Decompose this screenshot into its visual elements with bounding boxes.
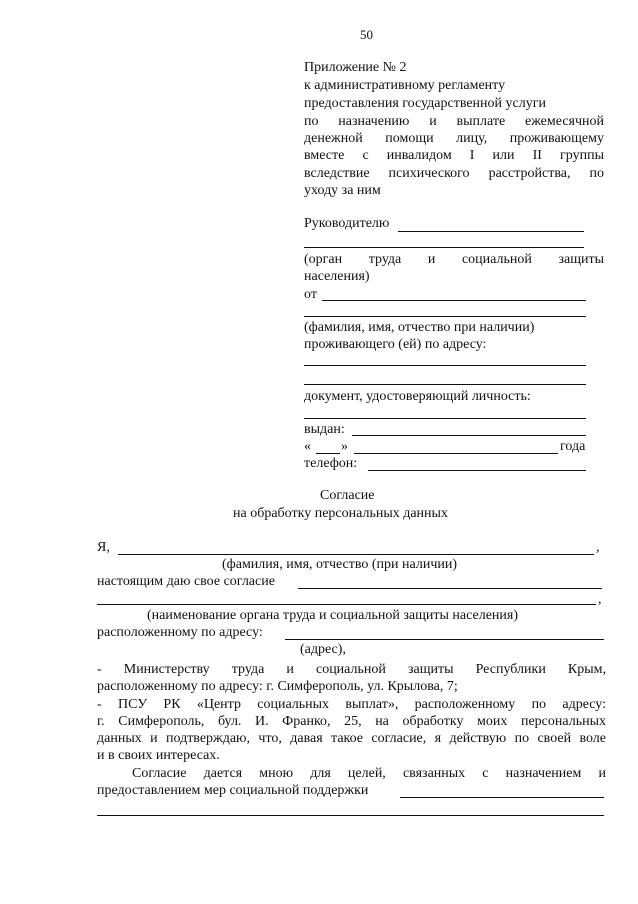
consent-title: Согласие <box>320 488 375 503</box>
psu-text: данных и подтверждаю, что, давая такое согласие, я действую по своей воле <box>97 731 606 746</box>
purpose-text: Согласие дается мною для целей, связанных с назначением и <box>132 766 606 781</box>
date-open-quote: « <box>304 439 311 454</box>
consent-org-line-2[interactable] <box>97 604 596 605</box>
issued-label: выдан: <box>304 422 345 437</box>
name-caption: (фамилия, имя, отчество при наличии) <box>304 320 535 335</box>
purpose-text: предоставлением мер социальной поддержки <box>97 783 369 798</box>
phone-line[interactable] <box>368 470 586 471</box>
purpose-line[interactable] <box>400 797 604 798</box>
document-label: документ, удостоверяющий личность: <box>304 389 531 404</box>
page-number: 50 <box>360 27 373 42</box>
document-line[interactable] <box>304 418 586 419</box>
from-name-line[interactable] <box>322 300 586 301</box>
appendix-line: вследствие психического расстройства, по <box>304 166 604 181</box>
purpose-line-2[interactable] <box>97 815 604 816</box>
psu-text: и в своих интересах. <box>97 748 220 763</box>
psu-text: г. Симферополь, бул. И. Франко, 25, на обработку моих персональных <box>97 714 606 729</box>
fio-caption: (фамилия, имя, отчество (при наличии) <box>222 557 458 572</box>
address-line[interactable] <box>304 365 586 366</box>
date-close-quote: » <box>341 439 348 454</box>
phone-label: телефон: <box>304 456 358 471</box>
address-caption: (адрес), <box>300 642 346 657</box>
appendix-title: Приложение № 2 <box>304 60 407 75</box>
issued-by-line[interactable] <box>352 435 586 436</box>
month-year-line[interactable] <box>354 453 558 454</box>
address-label: проживающего (ей) по адресу: <box>304 337 487 352</box>
give-consent-label: настоящим даю свое согласие <box>97 574 275 589</box>
comma: , <box>598 592 602 607</box>
from-label: от <box>304 287 317 302</box>
ministry-text: расположенному по адресу: г. Симферополь, ул. Крылова, 7; <box>97 679 458 694</box>
i-label: Я, <box>97 540 110 555</box>
appendix-line: предоставления государственной услуги <box>304 96 546 111</box>
org-caption: (орган труда и социальной защиты <box>304 252 604 267</box>
year-label: года <box>560 439 586 454</box>
comma: , <box>596 540 600 555</box>
ministry-text: - Министерству труда и социальной защиты Республики Крым, <box>97 662 606 677</box>
located-label: расположенному по адресу: <box>97 625 263 640</box>
located-address-line[interactable] <box>285 639 604 640</box>
org-caption: населения) <box>304 269 370 284</box>
appendix-line: уходу за ним <box>304 183 381 198</box>
consent-org-line[interactable] <box>298 588 602 589</box>
org-name-caption: (наименование органа труда и социальной защиты населения) <box>147 608 518 623</box>
appendix-line: денежной помощи лицу, проживающему <box>304 131 604 146</box>
appendix-line: вместе с инвалидом I или II группы <box>304 148 604 163</box>
appendix-line: к административному регламенту <box>304 78 506 93</box>
psu-text: - ПСУ РК «Центр социальных выплат», расположенному по адресу: <box>97 697 606 712</box>
appendix-line: по назначению и выплате ежемесячной <box>304 114 604 129</box>
day-line[interactable] <box>316 453 340 454</box>
address-line-2[interactable] <box>304 384 586 385</box>
to-head-label: Руководителю <box>304 216 390 231</box>
consent-subtitle: на обработку персональных данных <box>233 506 448 521</box>
head-name-line[interactable] <box>398 231 584 232</box>
fio-line[interactable] <box>118 554 594 555</box>
org-line[interactable] <box>304 247 584 248</box>
from-name-line-2[interactable] <box>304 316 586 317</box>
